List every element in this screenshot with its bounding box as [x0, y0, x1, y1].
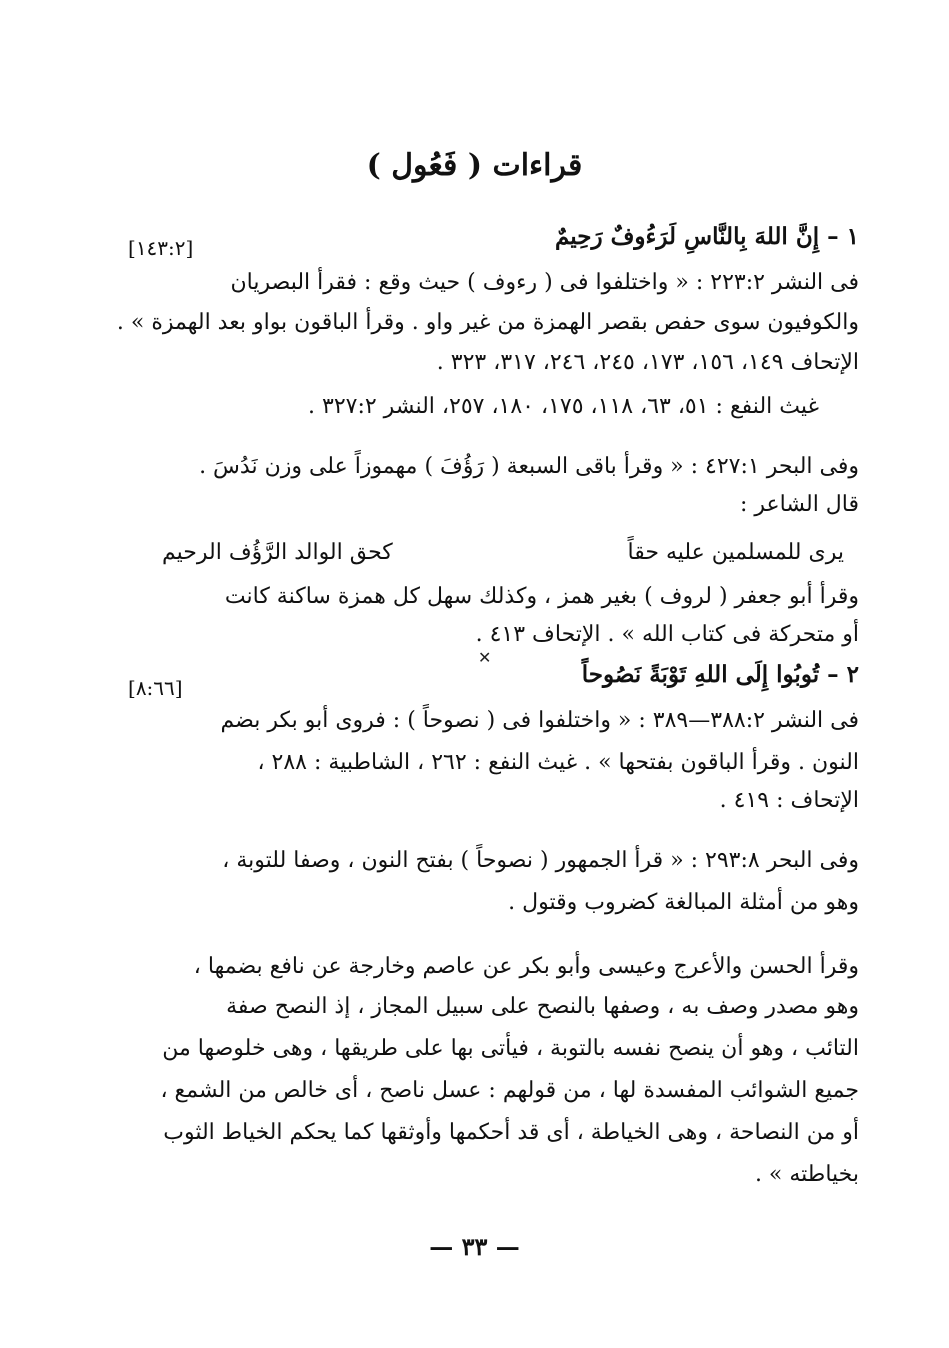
text-line: وقرأ أبو جعفر ( لروف ) بغير همز ، وكذلك سهل كل همزة ساكنة كانت [224, 584, 859, 609]
text-line: قال الشاعر : [739, 492, 859, 517]
text-line: غيث النفع : ٥١، ٦٣، ١١٨، ١٧٥، ١٨٠، ٢٥٧، النشر ٣٢٧:٢ . [308, 394, 819, 419]
text-line: بخياطته » . [754, 1162, 859, 1187]
text-line: والكوفيون سوى حفص بقصر الهمزة من غير واو . وقرأ الباقون بواو بعد الهمزة » . [116, 310, 859, 335]
verse-1-reference: [١٤٣:٢] [128, 236, 194, 260]
text-line: فى النشر ٢٢٣:٢ : « واختلفوا فى ( رءوف ) حيث وقع : فقرأ البصريان [230, 270, 859, 295]
poem-second-hemistich: كحق الوالد الرَّؤُف الرحيم [162, 540, 393, 565]
text-line: التائب ، وهو أن ينصح نفسه بالتوبة ، فيأتى بها على طريقها ، وهى خلوصها من [162, 1036, 859, 1061]
page-title: قراءات ( فَعُول ) [366, 148, 583, 183]
verse-2: ٢ – تُوبُوا إِلَى اللهِ تَوْبَةً نَصُوحاً [581, 661, 859, 688]
verse-1: ١ – إِنَّ اللهَ بِالنَّاسِ لَرَءُوفٌ رَحِيمٌ [554, 223, 859, 250]
text-line: وهو من أمثلة المبالغة كضروب وقتول . [508, 890, 859, 915]
text-line: أو متحركة فى كتاب الله » . الإتحاف ٤١٣ . [475, 622, 859, 647]
text-line: الإتحاف : ٤١٩ . [719, 788, 859, 813]
text-line: وفى البحر ٢٩٣:٨ : « قرأ الجمهور ( نصوحاً ) بفتح النون ، وصفا للتوبة ، [222, 848, 859, 873]
text-line: أو من النصاحة ، وهى الخياطة ، أى قد أحكمها وأوثقها كما يحكم الخياط الثوب [163, 1120, 859, 1145]
text-line: جميع الشوائب المفسدة لها ، من قولهم : عسل ناصح ، أى خالص من الشمع ، [160, 1078, 859, 1103]
text-line: فى النشر ٣٨٨:٢—٣٨٩ : « واختلفوا فى ( نصوحاً ) : فروى أبو بكر بضم [220, 708, 859, 733]
poem-first-hemistich: يرى للمسلمين عليه حقاً [627, 540, 844, 565]
text-line: وقرأ الحسن والأعرج وعيسى وأبو بكر عن عاصم وخارجة عن نافع بضمها ، [193, 954, 859, 979]
text-line: الإتحاف ١٤٩، ١٥٦، ١٧٣، ٢٤٥، ٢٤٦، ٣١٧، ٣٢٣ . [436, 350, 859, 375]
text-line: النون . وقرأ الباقون بفتحها » . غيث النفع : ٢٦٢ ، الشاطبية : ٢٨٨ ، [257, 750, 859, 775]
text-line: وهو مصدر وصف به ، وصفها بالنصح على سبيل المجاز ، إذ النصح صفة [226, 994, 859, 1019]
handwritten-mark: ✕ [478, 648, 492, 667]
verse-2-reference: [٨:٦٦] [128, 676, 183, 700]
page-number: — ٣٣ — [429, 1232, 520, 1261]
text-line: وفى البحر ٤٢٧:١ : « وقرأ باقى السبعة ( رَؤُفَ ) مهموزاً على وزن نَدُسَ . [199, 454, 859, 479]
